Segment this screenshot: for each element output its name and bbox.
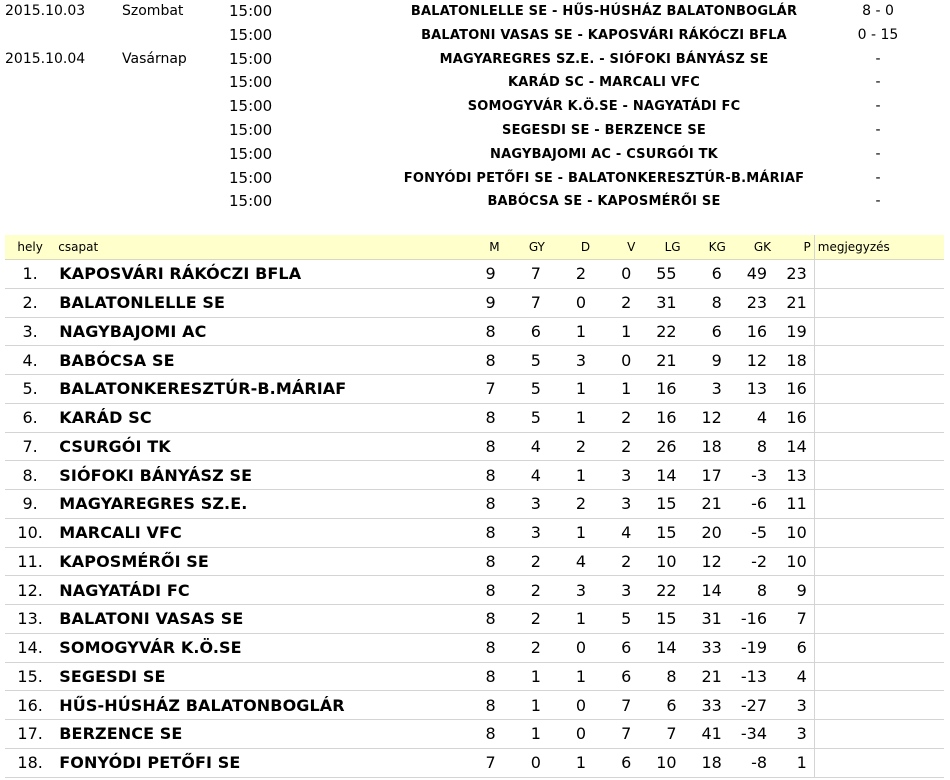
row-team: FONYÓDI PETŐFI SE <box>55 748 457 777</box>
row-note <box>814 490 944 519</box>
row-gk: -2 <box>729 547 774 576</box>
row-kg: 41 <box>684 720 729 749</box>
table-row <box>5 461 944 490</box>
row-note <box>814 633 944 662</box>
row-kg: 6 <box>684 317 729 346</box>
row-kg: 8 <box>684 288 729 317</box>
row-kg: 31 <box>684 605 729 634</box>
row-lg: 10 <box>638 547 683 576</box>
row-m: 8 <box>457 403 502 432</box>
row-note <box>814 576 944 605</box>
table-row <box>5 317 944 346</box>
table-row <box>5 375 944 404</box>
fixture-time: 15:00 <box>229 49 273 68</box>
row-d: 0 <box>548 720 593 749</box>
row-p: 18 <box>774 346 814 375</box>
row-v: 2 <box>593 547 638 576</box>
row-pos: 18. <box>5 748 55 777</box>
row-pos: 14. <box>5 633 55 662</box>
row-p: 14 <box>774 432 814 461</box>
row-pos: 4. <box>5 346 55 375</box>
row-lg: 26 <box>638 432 683 461</box>
row-v: 7 <box>593 691 638 720</box>
fixture-day: Vasárnap <box>122 50 187 67</box>
row-p: 3 <box>774 691 814 720</box>
row-gk: -13 <box>729 662 774 691</box>
row-kg: 17 <box>684 461 729 490</box>
header-v: V <box>593 235 638 260</box>
row-gy: 2 <box>503 633 548 662</box>
row-m: 8 <box>457 461 502 490</box>
fixture-match: BALATONI VASAS SE - KAPOSVÁRI RÁKÓCZI BFLA <box>421 27 787 43</box>
row-pos: 8. <box>5 461 55 490</box>
row-kg: 33 <box>684 691 729 720</box>
table-row <box>5 490 944 519</box>
row-p: 23 <box>774 260 814 289</box>
row-team: KAPOSVÁRI RÁKÓCZI BFLA <box>55 260 457 289</box>
fixture-row <box>0 71 950 95</box>
row-pos: 16. <box>5 691 55 720</box>
row-pos: 13. <box>5 605 55 634</box>
fixture-score: - <box>875 74 881 91</box>
fixture-score: - <box>875 193 881 210</box>
table-row <box>5 518 944 547</box>
fixture-day: Szombat <box>122 3 184 19</box>
row-v: 2 <box>593 432 638 461</box>
row-gk: -3 <box>729 461 774 490</box>
row-gy: 2 <box>503 547 548 576</box>
row-gk: 13 <box>729 375 774 404</box>
row-d: 1 <box>548 375 593 404</box>
row-gk: 12 <box>729 346 774 375</box>
row-gy: 2 <box>503 605 548 634</box>
fixture-match: SOMOGYVÁR K.Ö.SE - NAGYATÁDI FC <box>467 99 741 115</box>
row-note <box>814 260 944 289</box>
row-note <box>814 748 944 777</box>
row-d: 1 <box>548 518 593 547</box>
row-gy: 5 <box>503 346 548 375</box>
row-d: 1 <box>548 605 593 634</box>
row-gk: -16 <box>729 605 774 634</box>
fixture-match: SEGESDI SE - BERZENCE SE <box>502 122 706 138</box>
row-pos: 2. <box>5 288 55 317</box>
table-row <box>5 288 944 317</box>
row-v: 5 <box>593 605 638 634</box>
row-pos: 6. <box>5 403 55 432</box>
row-gk: -34 <box>729 720 774 749</box>
row-d: 0 <box>548 288 593 317</box>
row-lg: 15 <box>638 518 683 547</box>
row-m: 8 <box>457 490 502 519</box>
header-team: csapat <box>55 235 457 260</box>
row-team: SIÓFOKI BÁNYÁSZ SE <box>55 461 457 490</box>
row-team: BALATONLELLE SE <box>55 288 457 317</box>
header-d: D <box>548 235 593 260</box>
row-gy: 5 <box>503 375 548 404</box>
table-row <box>5 576 944 605</box>
fixture-row <box>0 24 950 48</box>
table-row <box>5 403 944 432</box>
row-gk: 49 <box>729 260 774 289</box>
row-p: 11 <box>774 490 814 519</box>
fixture-score: - <box>875 169 881 186</box>
row-gk: -27 <box>729 691 774 720</box>
row-kg: 3 <box>684 375 729 404</box>
row-gk: -19 <box>729 633 774 662</box>
row-d: 4 <box>548 547 593 576</box>
table-header-row <box>5 235 944 260</box>
row-pos: 9. <box>5 490 55 519</box>
row-team: BALATONKERESZTÚR-B.MÁRIAF <box>55 375 457 404</box>
row-team: SEGESDI SE <box>55 662 457 691</box>
row-d: 2 <box>548 260 593 289</box>
row-note <box>814 317 944 346</box>
fixture-score: - <box>875 98 881 115</box>
row-kg: 14 <box>684 576 729 605</box>
fixture-row <box>0 95 950 119</box>
fixture-date: 2015.10.04 <box>5 50 86 67</box>
row-gy: 1 <box>503 691 548 720</box>
row-note <box>814 432 944 461</box>
row-team: BABÓCSA SE <box>55 346 457 375</box>
row-p: 4 <box>774 662 814 691</box>
fixture-match: MAGYAREGRES SZ.E. - SIÓFOKI BÁNYÁSZ SE <box>439 51 769 67</box>
fixture-time: 15:00 <box>229 168 273 187</box>
row-note <box>814 518 944 547</box>
row-kg: 9 <box>684 346 729 375</box>
row-m: 8 <box>457 605 502 634</box>
table-row <box>5 260 944 289</box>
row-m: 8 <box>457 547 502 576</box>
fixture-time: 15:00 <box>229 120 273 139</box>
fixture-score: 8 - 0 <box>862 3 894 19</box>
row-team: NAGYATÁDI FC <box>55 576 457 605</box>
fixture-time: 15:00 <box>229 25 273 44</box>
row-pos: 17. <box>5 720 55 749</box>
row-m: 8 <box>457 720 502 749</box>
row-d: 0 <box>548 691 593 720</box>
header-m: M <box>457 235 502 260</box>
row-kg: 21 <box>684 662 729 691</box>
fixture-time: 15:00 <box>229 144 273 163</box>
row-kg: 21 <box>684 490 729 519</box>
row-lg: 21 <box>638 346 683 375</box>
row-m: 9 <box>457 260 502 289</box>
row-p: 10 <box>774 518 814 547</box>
row-lg: 6 <box>638 691 683 720</box>
row-v: 6 <box>593 748 638 777</box>
row-m: 8 <box>457 346 502 375</box>
standings-body <box>5 260 944 778</box>
row-d: 1 <box>548 403 593 432</box>
row-p: 19 <box>774 317 814 346</box>
row-v: 2 <box>593 288 638 317</box>
table-row <box>5 720 944 749</box>
row-lg: 31 <box>638 288 683 317</box>
row-note <box>814 691 944 720</box>
row-gy: 3 <box>503 518 548 547</box>
row-pos: 10. <box>5 518 55 547</box>
row-v: 3 <box>593 490 638 519</box>
fixture-row <box>0 143 950 167</box>
row-v: 1 <box>593 317 638 346</box>
row-m: 8 <box>457 518 502 547</box>
row-lg: 7 <box>638 720 683 749</box>
row-kg: 18 <box>684 432 729 461</box>
header-p: P <box>774 235 814 260</box>
row-v: 4 <box>593 518 638 547</box>
fixture-match: KARÁD SC - MARCALI VFC <box>507 75 701 91</box>
row-gy: 7 <box>503 260 548 289</box>
row-d: 1 <box>548 662 593 691</box>
row-lg: 14 <box>638 461 683 490</box>
fixture-row <box>0 0 950 24</box>
row-lg: 16 <box>638 375 683 404</box>
row-gk: 16 <box>729 317 774 346</box>
row-lg: 22 <box>638 576 683 605</box>
row-note <box>814 662 944 691</box>
fixture-row <box>0 48 950 72</box>
row-lg: 15 <box>638 605 683 634</box>
row-d: 3 <box>548 576 593 605</box>
row-v: 6 <box>593 633 638 662</box>
row-team: CSURGÓI TK <box>55 432 457 461</box>
fixture-time: 15:00 <box>229 73 273 92</box>
row-team: BALATONI VASAS SE <box>55 605 457 634</box>
row-team: KAPOSMÉRŐI SE <box>55 547 457 576</box>
row-gk: -5 <box>729 518 774 547</box>
fixture-score: - <box>875 145 881 162</box>
row-team: MARCALI VFC <box>55 518 457 547</box>
row-d: 1 <box>548 317 593 346</box>
row-kg: 33 <box>684 633 729 662</box>
row-m: 7 <box>457 748 502 777</box>
row-pos: 3. <box>5 317 55 346</box>
row-d: 3 <box>548 346 593 375</box>
row-gk: 23 <box>729 288 774 317</box>
row-p: 1 <box>774 748 814 777</box>
row-d: 0 <box>548 633 593 662</box>
row-note <box>814 346 944 375</box>
row-note <box>814 461 944 490</box>
fixture-time: 15:00 <box>229 192 273 211</box>
row-team: HŰS-HÚSHÁZ BALATONBOGLÁR <box>55 691 457 720</box>
fixture-row <box>0 119 950 143</box>
fixture-match: FONYÓDI PETŐFI SE - BALATONKERESZTÚR-B.MÁRIAF <box>403 170 805 186</box>
row-team: MAGYAREGRES SZ.E. <box>55 490 457 519</box>
row-gy: 7 <box>503 288 548 317</box>
row-v: 2 <box>593 403 638 432</box>
row-lg: 16 <box>638 403 683 432</box>
row-note <box>814 605 944 634</box>
fixture-score: - <box>875 121 881 138</box>
row-p: 16 <box>774 403 814 432</box>
row-lg: 8 <box>638 662 683 691</box>
fixture-match: NAGYBAJOMI AC - CSURGÓI TK <box>490 146 718 162</box>
row-gy: 3 <box>503 490 548 519</box>
table-row <box>5 748 944 777</box>
header-pos: hely <box>5 235 55 260</box>
fixture-row <box>0 190 950 214</box>
table-row <box>5 691 944 720</box>
table-row <box>5 605 944 634</box>
fixture-row <box>0 167 950 191</box>
row-note <box>814 288 944 317</box>
row-kg: 18 <box>684 748 729 777</box>
row-pos: 5. <box>5 375 55 404</box>
row-team: KARÁD SC <box>55 403 457 432</box>
row-m: 8 <box>457 576 502 605</box>
row-gy: 1 <box>503 662 548 691</box>
row-pos: 15. <box>5 662 55 691</box>
row-note <box>814 720 944 749</box>
row-p: 9 <box>774 576 814 605</box>
row-m: 8 <box>457 633 502 662</box>
table-row <box>5 432 944 461</box>
table-row <box>5 547 944 576</box>
row-gy: 6 <box>503 317 548 346</box>
fixture-date: 2015.10.03 <box>5 3 86 19</box>
row-d: 2 <box>548 490 593 519</box>
row-gy: 4 <box>503 432 548 461</box>
fixture-time: 15:00 <box>229 97 273 116</box>
row-m: 7 <box>457 375 502 404</box>
fixture-score: 0 - 15 <box>857 26 899 43</box>
row-p: 21 <box>774 288 814 317</box>
row-gy: 5 <box>503 403 548 432</box>
row-p: 10 <box>774 547 814 576</box>
fixture-match: BALATONLELLE SE - HŰS-HÚSHÁZ BALATONBOGLÁR <box>410 4 798 19</box>
row-note <box>814 403 944 432</box>
row-kg: 12 <box>684 547 729 576</box>
row-v: 3 <box>593 461 638 490</box>
row-p: 6 <box>774 633 814 662</box>
row-pos: 7. <box>5 432 55 461</box>
row-v: 0 <box>593 346 638 375</box>
row-lg: 15 <box>638 490 683 519</box>
row-gy: 2 <box>503 576 548 605</box>
header-lg: LG <box>638 235 683 260</box>
header-gk: GK <box>729 235 774 260</box>
row-pos: 11. <box>5 547 55 576</box>
row-gy: 4 <box>503 461 548 490</box>
fixture-match: BABÓCSA SE - KAPOSMÉRŐI SE <box>487 194 721 210</box>
row-kg: 20 <box>684 518 729 547</box>
table-row <box>5 633 944 662</box>
row-p: 16 <box>774 375 814 404</box>
row-v: 0 <box>593 260 638 289</box>
row-lg: 22 <box>638 317 683 346</box>
row-gy: 1 <box>503 720 548 749</box>
row-lg: 55 <box>638 260 683 289</box>
row-m: 8 <box>457 691 502 720</box>
row-lg: 14 <box>638 633 683 662</box>
row-gk: 8 <box>729 432 774 461</box>
header-note: megjegyzés <box>814 235 944 260</box>
row-team: NAGYBAJOMI AC <box>55 317 457 346</box>
row-v: 6 <box>593 662 638 691</box>
row-v: 3 <box>593 576 638 605</box>
row-m: 9 <box>457 288 502 317</box>
fixture-score: - <box>875 50 881 67</box>
row-v: 1 <box>593 375 638 404</box>
row-kg: 12 <box>684 403 729 432</box>
row-gk: -8 <box>729 748 774 777</box>
row-d: 1 <box>548 748 593 777</box>
standings-table <box>5 235 944 778</box>
row-team: BERZENCE SE <box>55 720 457 749</box>
header-kg: KG <box>684 235 729 260</box>
row-gy: 0 <box>503 748 548 777</box>
row-kg: 6 <box>684 260 729 289</box>
row-m: 8 <box>457 662 502 691</box>
row-gk: 8 <box>729 576 774 605</box>
row-p: 13 <box>774 461 814 490</box>
row-pos: 12. <box>5 576 55 605</box>
header-gy: GY <box>503 235 548 260</box>
row-team: SOMOGYVÁR K.Ö.SE <box>55 633 457 662</box>
row-v: 7 <box>593 720 638 749</box>
fixtures-list <box>0 0 950 214</box>
row-lg: 10 <box>638 748 683 777</box>
row-gk: -6 <box>729 490 774 519</box>
row-d: 1 <box>548 461 593 490</box>
row-p: 3 <box>774 720 814 749</box>
table-row <box>5 346 944 375</box>
row-m: 8 <box>457 432 502 461</box>
row-note <box>814 547 944 576</box>
row-m: 8 <box>457 317 502 346</box>
fixture-time: 15:00 <box>229 2 273 20</box>
row-p: 7 <box>774 605 814 634</box>
row-gk: 4 <box>729 403 774 432</box>
table-row <box>5 662 944 691</box>
row-pos: 1. <box>5 260 55 289</box>
row-note <box>814 375 944 404</box>
row-d: 2 <box>548 432 593 461</box>
